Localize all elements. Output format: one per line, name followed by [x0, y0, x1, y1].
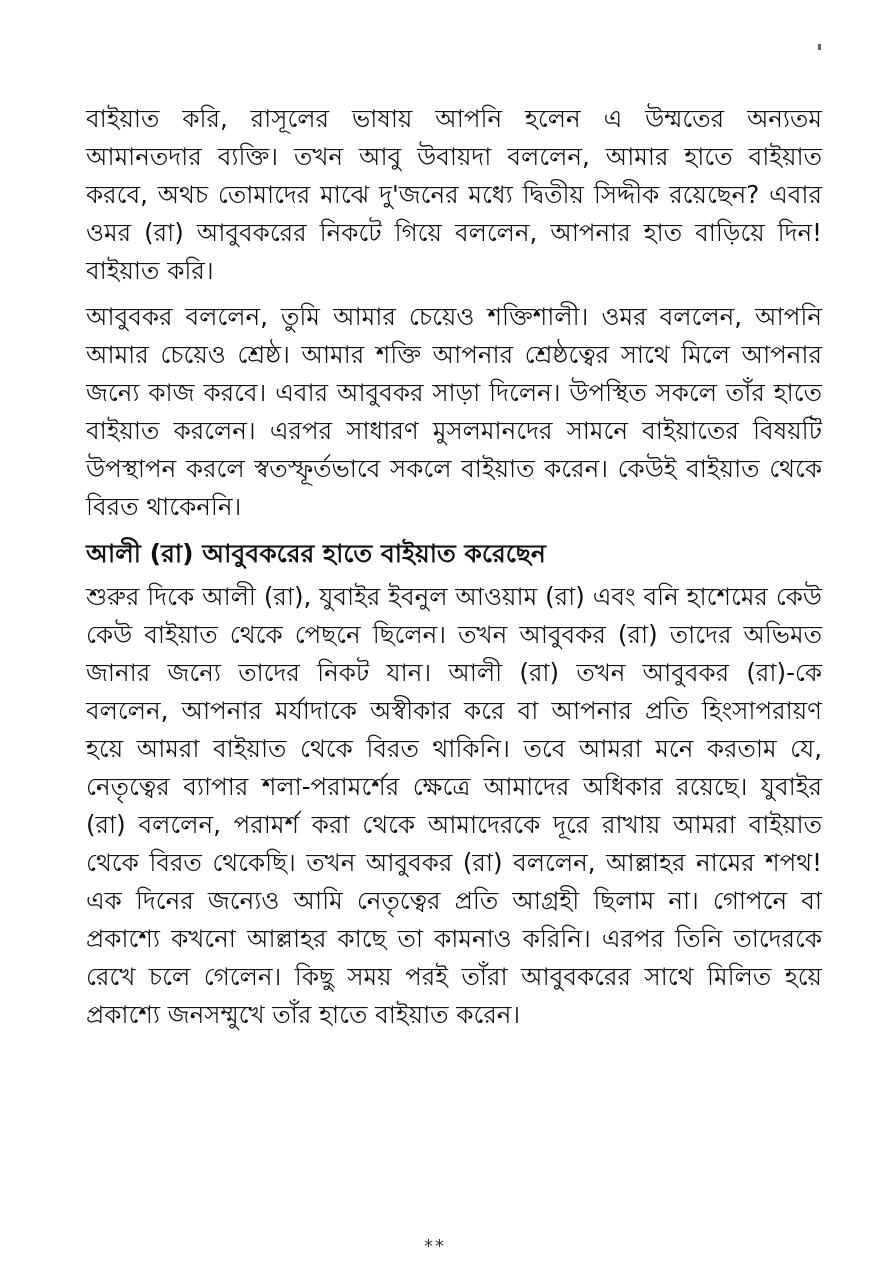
paragraph-3: শুরুর দিকে আলী (রা), যুবাইর ইবনুল আওয়াম (রা) এবং বনি হাশেমের কেউ কেউ বাইয়াত থেকে পেছনে ছিলেন। তখন আবুবকর (রা) তাদের অভিমত জানার জন্যে তাদের নিকট যান। আলী (রা) তখন আবুবকর (রা)-কে বললেন, আপনার মর্যাদাকে অস্বীকার করে বা আপনার প্রতি হিংসাপরায়ণ হয়ে আমরা বাইয়াত থেকে বিরত থাকিনি। তবে আমরা মনে করতাম যে, নেতৃত্বের ব্যাপার শলা-পরামর্শের ক্ষেত্রে আমাদের অধিকার রয়েছে। যুবাইর (রা) বললেন, পরামর্শ করা থেকে আমাদেরকে দূরে রাখায় আমরা বাইয়াত থেকে বিরত থেকেছি। তখন আবুবকর (রা) বললেন, আল্লাহর নামের শপথ! এক দিনের জন্যেও আমি নেতৃত্বের প্রতি আগ্রহী ছিলাম না। গোপনে বা প্রকাশ্যে কখনো আল্লাহর কাছে তা কামনাও করিনি। এরপর তিনি তাদেরকে রেখে চলে গেলেন। কিছু সময় পরই তাঁরা আবুবকরের সাথে মিলিত হয়ে প্রকাশ্যে জনসম্মুখে তাঁর হাতে বাইয়াত করেন।: [86, 582, 822, 1029]
section-heading: আলী (রা) আবুবকরের হাতে বাইয়াত করেছেন: [86, 539, 546, 568]
footer-asterisks: **: [424, 1236, 446, 1257]
paragraph-1: বাইয়াত করি, রাসূলের ভাষায় আপনি হলেন এ উম্মতের অন্যতম আমানতদার ব্যক্তি। তখন আবু উবায়দা বললেন, আমার হাতে বাইয়াত করবে, অথচ তোমাদের মাঝে দু'জনের মধ্যে দ্বিতীয় সিদ্দীক রয়েছেন? এবার ওমর (রা) আবুবকরের নিকটে গিয়ে বললেন, আপনার হাত বাড়িয়ে দিন! বাইয়াত করি।: [86, 104, 822, 285]
scan-speck: [818, 44, 821, 50]
paragraph-2: আবুবকর বললেন, তুমি আমার চেয়েও শক্তিশালী। ওমর বললেন, আপনি আমার চেয়েও শ্রেষ্ঠ। আমার শক্তি আপনার শ্রেষ্ঠত্বের সাথে মিলে আপনার জন্যে কাজ করবে। এবার আবুবকর সাড়া দিলেন। উপস্থিত সকলে তাঁর হাতে বাইয়াত করলেন। এরপর সাধারণ মুসলমানদের সামনে বাইয়াতের বিষয়টি উপস্থাপন করলে স্বতস্ফূর্তভাবে সকলে বাইয়াত করেন। কেউই বাইয়াত থেকে বিরত থাকেননি।: [86, 302, 822, 521]
